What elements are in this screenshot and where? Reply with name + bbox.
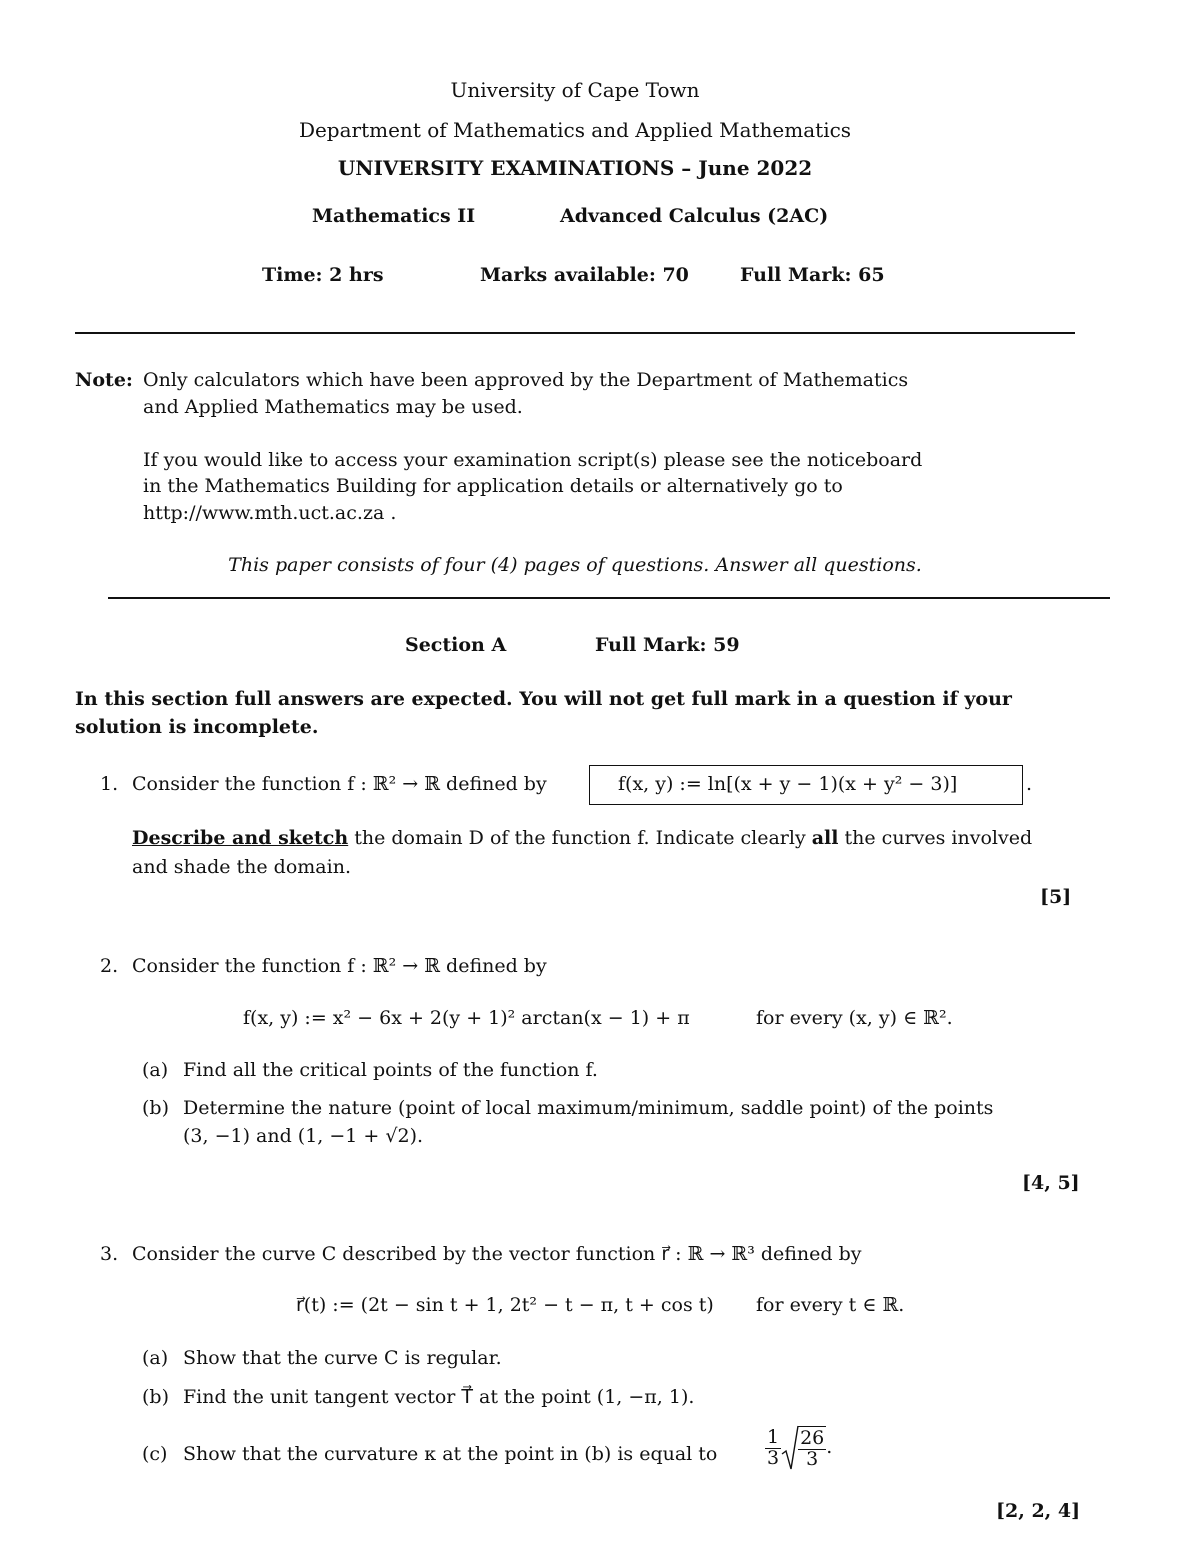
section-instruction-2: solution is incomplete. (75, 716, 319, 738)
q3-a-text: Show that the curve C is regular. (183, 1347, 502, 1369)
note-line-4: in the Mathematics Building for application details or alternatively go to (143, 475, 843, 497)
q2-intro: Consider the function f : ℝ² → ℝ defined by (132, 955, 547, 977)
q2-b-text-2: (3, −1) and (1, −1 + √2). (183, 1125, 424, 1147)
q3-intro: Consider the curve C described by the vector function r⃗ : ℝ → ℝ³ defined by (132, 1243, 862, 1265)
q3-sqrt-den: 3 (806, 1448, 819, 1470)
q3-number: 3. (100, 1243, 119, 1265)
q2-b-text-1: Determine the nature (point of local maximum/minimum, saddle point) of the points (183, 1097, 994, 1119)
q1-marks: [5] (1040, 886, 1072, 908)
header-divider (75, 332, 1075, 334)
q1-desc-rest: the domain D of the function f. Indicate clearly (348, 827, 812, 849)
q3-b-label: (b) (142, 1386, 169, 1408)
course-name: Mathematics II (312, 205, 476, 227)
q1-describe-sketch: Describe and sketch (132, 827, 349, 849)
q2-marks: [4, 5] (1022, 1172, 1080, 1194)
q1-intro: Consider the function f : ℝ² → ℝ defined by (132, 773, 547, 795)
q3-a-label: (a) (142, 1347, 169, 1369)
pages-note: This paper consists of four (4) pages of questions. Answer all questions. (228, 554, 922, 576)
section-name: Section A (405, 634, 507, 656)
q2-b-label: (b) (142, 1097, 169, 1119)
q3-formula: r⃗(t) := (2t − sin t + 1, 2t² − t − π, t + cos t) (296, 1294, 714, 1316)
q3-for-every: for every t ∈ ℝ. (756, 1294, 905, 1316)
module-name: Advanced Calculus (2AC) (560, 205, 829, 227)
q3-curvature-value (765, 1424, 832, 1472)
q3-sqrt-fraction (798, 1426, 826, 1470)
q1-period: . (1026, 773, 1033, 795)
q3-frac-num: 1 (767, 1425, 780, 1448)
note-line-3: If you would like to access your examination script(s) please see the noticeboard (143, 449, 923, 471)
section-full-mark: Full Mark: 59 (595, 634, 740, 656)
section-instruction-1: In this section full answers are expected. You will not get full mark in a question if your (75, 688, 1012, 710)
university-name: University of Cape Town (450, 78, 700, 102)
q3-b-text: Find the unit tangent vector T⃗ at the point (1, −π, 1). (183, 1386, 695, 1408)
q1-formula: f(x, y) := ln[(x + y − 1)(x + y² − 3)] (618, 773, 958, 795)
note-line-1: Only calculators which have been approved by the Department of Mathematics (143, 369, 909, 391)
q1-description-2: and shade the domain. (132, 856, 351, 878)
exam-time: Time: 2 hrs (262, 264, 384, 286)
exam-title: UNIVERSITY EXAMINATIONS – June 2022 (337, 156, 813, 180)
q3-sqrt-num: 26 (800, 1427, 825, 1450)
q1-number: 1. (100, 773, 119, 795)
q3-c-text: Show that the curvature κ at the point in (b) is equal to (183, 1443, 718, 1465)
q3-frac-den: 3 (767, 1446, 780, 1469)
q1-desc-end: the curves involved (838, 827, 1033, 849)
q1-desc-all: all (811, 827, 839, 849)
q2-a-text: Find all the critical points of the function f. (183, 1059, 598, 1081)
q2-formula: f(x, y) := x² − 6x + 2(y + 1)² arctan(x − 1) + π (243, 1007, 690, 1029)
q1-description (132, 827, 1032, 849)
q3-c-period: . (826, 1436, 833, 1458)
q2-a-label: (a) (142, 1059, 169, 1081)
section-divider (108, 597, 1110, 599)
note-label: Note: (75, 369, 133, 391)
q3-marks: [2, 2, 4] (996, 1500, 1081, 1522)
q3-c-label: (c) (142, 1443, 168, 1465)
q3-fraction (765, 1425, 781, 1469)
department-name: Department of Mathematics and Applied Mathematics (298, 118, 852, 142)
note-url: http://www.mth.uct.ac.za . (143, 502, 397, 524)
q2-for-every: for every (x, y) ∈ ℝ². (756, 1007, 953, 1029)
marks-available: Marks available: 70 (480, 264, 689, 286)
sqrt-radical-icon (781, 1424, 799, 1472)
q2-number: 2. (100, 955, 119, 977)
full-mark: Full Mark: 65 (740, 264, 885, 286)
note-line-2: and Applied Mathematics may be used. (143, 396, 523, 418)
